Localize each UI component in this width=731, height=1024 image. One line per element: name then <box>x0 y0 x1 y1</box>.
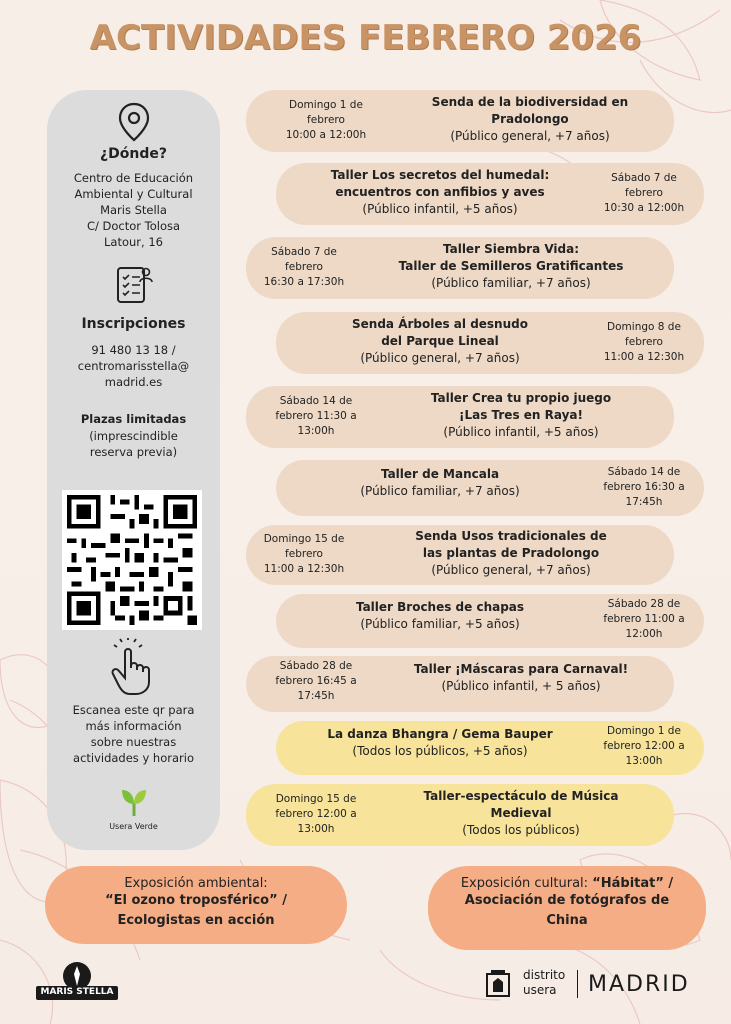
event-date <box>594 171 694 216</box>
location-pin-icon <box>117 102 151 142</box>
distrito-label: distrito <box>523 968 566 982</box>
event-audience: (Público general, +7 años) <box>450 129 610 143</box>
event-date-line: 10:00 a 12:00h <box>285 129 367 141</box>
event-audience: (Público general, +7 años) <box>431 563 591 577</box>
event-date-line: febrero <box>285 261 323 273</box>
plazas-note <box>47 428 220 460</box>
event-info <box>296 316 584 367</box>
event-date-line: febrero <box>625 187 663 199</box>
event-title: Taller de Semilleros Gratificantes <box>398 259 624 273</box>
plazas-line: (imprescindible <box>89 429 178 443</box>
event-info <box>296 167 584 218</box>
event-title: Taller Los secretos del humedal: <box>330 168 550 182</box>
event-info <box>376 788 666 839</box>
event-audience: (Todos los públicos) <box>462 823 580 837</box>
event-date-line: febrero 16:45 a <box>275 675 357 687</box>
event-date-line: 13:00h <box>297 425 335 437</box>
event-date <box>276 98 376 143</box>
event-title: Senda Usos tradicionales de <box>415 529 607 543</box>
event-info <box>396 94 664 145</box>
expo-title: “Hábitat” / <box>592 876 674 891</box>
event-date-line: febrero <box>625 336 663 348</box>
event-date-line: Sábado 14 de <box>279 395 353 407</box>
event-date-line: 13:00h <box>625 755 663 767</box>
event-date-line: febrero 11:30 a <box>275 410 357 422</box>
event-info <box>376 661 666 695</box>
event-date <box>254 245 354 290</box>
event-date-line: Sábado 7 de <box>271 246 337 258</box>
event-title: encuentros con anfibios y aves <box>335 185 545 199</box>
scan-instructions <box>47 702 220 766</box>
event-date-line: 17:45h <box>625 496 663 508</box>
address-line: C/ Doctor Tolosa <box>86 219 181 233</box>
event-date-line: Domingo 1 de <box>607 725 681 737</box>
maris-stella-emblem <box>36 960 118 1004</box>
contact-email: centromarisstella@ <box>77 359 190 373</box>
event-title: Pradolongo <box>491 112 569 126</box>
event-card[interactable] <box>276 460 704 516</box>
event-audience: (Público familiar, +5 años) <box>360 617 520 631</box>
event-date-line: Domingo 8 de <box>607 321 681 333</box>
event-card[interactable] <box>246 784 674 846</box>
event-date-line: 13:00h <box>297 823 335 835</box>
event-card[interactable] <box>246 90 674 152</box>
event-card[interactable] <box>246 525 674 585</box>
event-date-line: 11:00 a 12:30h <box>263 563 345 575</box>
event-info <box>366 241 656 292</box>
event-date <box>594 320 694 365</box>
event-title: Taller-espectáculo de Música <box>423 789 619 803</box>
event-date <box>254 532 354 577</box>
event-audience: (Público familiar, +7 años) <box>431 276 591 290</box>
event-date-line: febrero 16:30 a <box>603 481 685 493</box>
event-title: Taller Crea tu propio juego <box>430 391 612 405</box>
scan-line: sobre nuestras <box>90 735 177 749</box>
expo-intro: Exposición ambiental: <box>124 876 268 891</box>
event-date-line: Sábado 14 de <box>607 466 681 478</box>
event-card[interactable] <box>246 386 674 448</box>
event-audience: (Público infantil, +5 años) <box>443 425 599 439</box>
event-card[interactable] <box>276 163 704 225</box>
event-date-line: Sábado 28 de <box>279 660 353 672</box>
event-title: Taller Siembra Vida: <box>442 242 580 256</box>
expo-title: China <box>546 913 588 928</box>
event-audience: (Público infantil, + 5 años) <box>441 679 601 693</box>
event-date <box>594 724 694 769</box>
maris-stella-label: MARIS STELLA <box>40 987 114 997</box>
page-title: ACTIVIDADES FEBRERO 2026 <box>89 18 642 58</box>
plazas-title: Plazas limitadas <box>80 412 187 426</box>
distrito-label: usera <box>523 983 557 997</box>
expo-intro: Exposición cultural: <box>460 876 589 891</box>
event-info <box>296 726 584 760</box>
event-title: Taller Broches de chapas <box>355 600 525 614</box>
event-title: del Parque Lineal <box>381 334 499 348</box>
event-date-line: febrero <box>307 114 345 126</box>
event-card[interactable] <box>246 237 674 299</box>
event-date <box>266 659 366 704</box>
inscripciones-title: Inscripciones <box>81 316 186 332</box>
plazas-line: reserva previa) <box>89 445 178 459</box>
event-date <box>266 792 366 837</box>
event-date-line: Domingo 15 de <box>263 533 345 545</box>
expo-title: “El ozono troposférico” / <box>105 893 287 908</box>
madrid-distrito-logo <box>485 968 705 1002</box>
maris-stella-logo <box>36 960 118 1004</box>
event-info <box>296 466 584 500</box>
event-info <box>376 390 666 441</box>
event-card[interactable] <box>276 594 704 648</box>
scan-line: actividades y horario <box>73 751 194 765</box>
hand-tap-icon <box>108 638 160 696</box>
event-date-line: 12:00h <box>625 628 663 640</box>
event-audience: (Todos los públicos, +5 años) <box>352 744 528 758</box>
address-line: Centro de Educación <box>73 171 194 185</box>
event-date-line: Sábado 28 de <box>607 598 681 610</box>
event-info <box>366 528 656 579</box>
address-line: Latour, 16 <box>104 235 163 249</box>
event-date-line: Sábado 7 de <box>611 172 677 184</box>
expo-title: Asociación de fotógrafos de <box>464 893 670 908</box>
event-title: Medieval <box>490 806 552 820</box>
event-title: ¡Las Tres en Raya! <box>458 408 583 422</box>
event-card[interactable] <box>246 656 674 712</box>
event-info <box>296 599 584 633</box>
event-date <box>594 597 694 642</box>
event-date <box>266 394 366 439</box>
event-title: Senda de la biodiversidad en <box>431 95 629 109</box>
contact-email: madrid.es <box>104 375 163 389</box>
event-date-line: Domingo 15 de <box>275 793 357 805</box>
expo-ambiental[interactable] <box>45 866 347 944</box>
event-date-line: 11:00 a 12:30h <box>603 351 685 363</box>
usera-verde-logo <box>116 786 152 822</box>
contact-info <box>47 342 220 390</box>
where-title: ¿Dónde? <box>100 146 167 162</box>
event-card[interactable] <box>276 312 704 374</box>
contact-phone: 91 480 13 18 / <box>91 343 176 357</box>
madrid-wordmark: MADRID <box>588 972 690 997</box>
event-date-line: febrero <box>285 548 323 560</box>
clipboard-form-icon <box>114 264 154 306</box>
event-date-line: 10:30 a 12:00h <box>603 202 685 214</box>
madrid-crest-icon <box>485 970 511 1000</box>
event-date-line: Domingo 1 de <box>289 99 363 111</box>
event-title: Taller de Mancala <box>380 467 500 481</box>
where-address <box>47 170 220 250</box>
event-title: Taller ¡Máscaras para Carnaval! <box>413 662 629 676</box>
info-sidebar <box>47 90 220 850</box>
expo-cultural[interactable] <box>428 866 706 950</box>
event-audience: (Público infantil, +5 años) <box>362 202 518 216</box>
event-card[interactable] <box>276 721 704 775</box>
scan-line: Escanea este qr para <box>72 703 195 717</box>
event-title: La danza Bhangra / Gema Bauper <box>327 727 553 741</box>
event-audience: (Público familiar, +7 años) <box>360 484 520 498</box>
scan-line: más información <box>85 719 182 733</box>
event-audience: (Público general, +7 años) <box>360 351 520 365</box>
qr-code[interactable] <box>62 490 202 630</box>
logo-divider <box>577 970 578 998</box>
event-title: las plantas de Pradolongo <box>422 546 600 560</box>
expo-title: Ecologistas en acción <box>117 913 275 928</box>
address-line: Ambiental y Cultural <box>74 187 193 201</box>
event-date-line: 16:30 a 17:30h <box>263 276 345 288</box>
usera-verde-label: Usera Verde <box>109 822 158 831</box>
event-date-line: 17:45h <box>297 690 335 702</box>
event-date-line: febrero 12:00 a <box>275 808 357 820</box>
event-date-line: febrero 11:00 a <box>603 613 685 625</box>
event-date <box>594 465 694 510</box>
address-line: Maris Stella <box>100 203 167 217</box>
event-title: Senda Árboles al desnudo <box>352 317 528 331</box>
event-date-line: febrero 12:00 a <box>603 740 685 752</box>
